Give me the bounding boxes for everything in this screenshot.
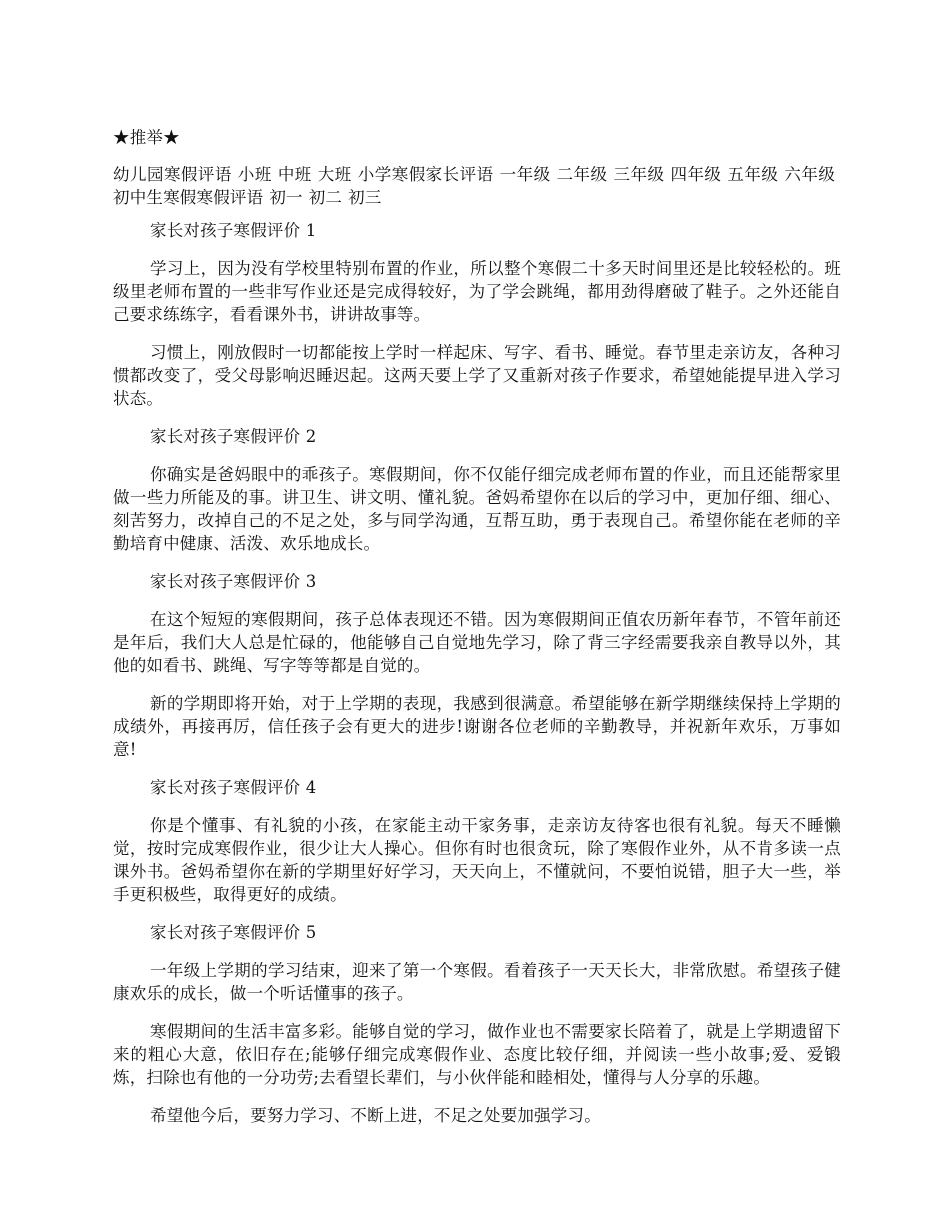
section-heading: 家长对孩子寒假评价 3 (150, 572, 317, 591)
recommend-title: ★推举★ (113, 128, 180, 147)
recommend-link[interactable]: 一年级 (499, 165, 551, 184)
section-paragraph: 习惯上，刚放假时一切都能按上学时一样起床、写字、看书、睡觉。春节里走亲访友，各种习惯都改变了，受父母影响迟睡迟起。这两天要上学了又重新对孩子作要求，希望她能提早进入学习状态。 (113, 343, 841, 408)
section-heading: 家长对孩子寒假评价 2 (150, 427, 317, 446)
section-heading: 家长对孩子寒假评价 5 (150, 923, 317, 942)
recommend-link[interactable]: 幼儿园寒假评语 (113, 165, 232, 184)
section-paragraph: 新的学期即将开始，对于上学期的表现，我感到很满意。希望能够在新学期继续保持上学期的成绩外，再接再厉，信任孩子会有更大的进步!谢谢各位老师的辛勤教导，并祝新年欢乐，万事如意! (113, 694, 841, 759)
recommend-link[interactable]: 六年级 (784, 165, 836, 184)
recommend-links (113, 163, 841, 209)
recommend-link[interactable]: 三年级 (613, 165, 665, 184)
section-paragraph: 一年级上学期的学习结束，迎来了第一个寒假。看着孩子一天天长大，非常欣慰。希望孩子健康欢乐的成长，做一个听话懂事的孩子。 (113, 961, 841, 1003)
section-heading: 家长对孩子寒假评价 1 (150, 221, 317, 240)
recommend-link[interactable]: 初二 (308, 188, 343, 207)
recommend-link[interactable]: 中班 (277, 165, 312, 184)
recommend-link[interactable]: 小学寒假家长评语 (357, 165, 494, 184)
section-paragraph: 学习上，因为没有学校里特别布置的作业，所以整个寒假二十多天时间里还是比较轻松的。班级里老师布置的一些非写作业还是完成得较好，为了学会跳绳，都用劲得磨破了鞋子。之外还能自己要求练练字，看看课外书，讲讲故事等。 (113, 259, 841, 324)
section-paragraph: 你确实是爸妈眼中的乖孩子。寒假期间，你不仅能仔细完成老师布置的作业，而且还能帮家里做一些力所能及的事。讲卫生、讲文明、懂礼貌。爸妈希望你在以后的学习中，更加仔细、细心、刻苦努力，改掉自己的不足之处，多与同学沟通，互帮互助，勇于表现自己。希望你能在老师的辛勤培育中健康、活泼、欢乐地成长。 (113, 465, 841, 553)
section-paragraph: 寒假期间的生活丰富多彩。能够自觉的学习，做作业也不需要家长陪着了，就是上学期遗留下来的粗心大意，依旧存在;能够仔细完成寒假作业、态度比较仔细，并阅读一些小故事;爱、爱锻炼，扫除也有他的一分功劳;去看望长辈们，与小伙伴能和睦相处，懂得与人分享的乐趣。 (113, 1022, 841, 1087)
recommend-link[interactable]: 小班 (237, 165, 272, 184)
recommend-link[interactable]: 初中生寒假寒假评语 (113, 188, 264, 207)
recommend-link[interactable]: 初三 (348, 188, 382, 207)
document-page (113, 126, 841, 1142)
recommend-link[interactable]: 大班 (317, 165, 352, 184)
recommend-link[interactable]: 初一 (269, 188, 303, 207)
section-paragraph: 你是个懂事、有礼貌的小孩，在家能主动干家务事，走亲访友待客也很有礼貌。每天不睡懒觉，按时完成寒假作业，很少让大人操心。但你有时也很贪玩，除了寒假作业外，从不肯多读一点课外书。爸妈希望你在新的学期里好好学习，天天向上，不懂就问，不要怕说错，胆子大一些，举手更积极些，取得更好的成绩。 (113, 816, 841, 904)
recommend-link[interactable]: 四年级 (670, 165, 722, 184)
section-heading: 家长对孩子寒假评价 4 (150, 778, 317, 797)
recommend-link[interactable]: 二年级 (556, 165, 608, 184)
section-paragraph: 希望他今后，要努力学习、不断上进，不足之处要加强学习。 (150, 1106, 601, 1125)
section-paragraph: 在这个短短的寒假期间，孩子总体表现还不错。因为寒假期间正值农历新年春节，不管年前还是年后，我们大人总是忙碌的，他能够自己自觉地先学习，除了背三字经需要我亲自教导以外，其他的如看书、跳绳、写字等等都是自觉的。 (113, 610, 841, 675)
recommend-link[interactable]: 五年级 (727, 165, 779, 184)
